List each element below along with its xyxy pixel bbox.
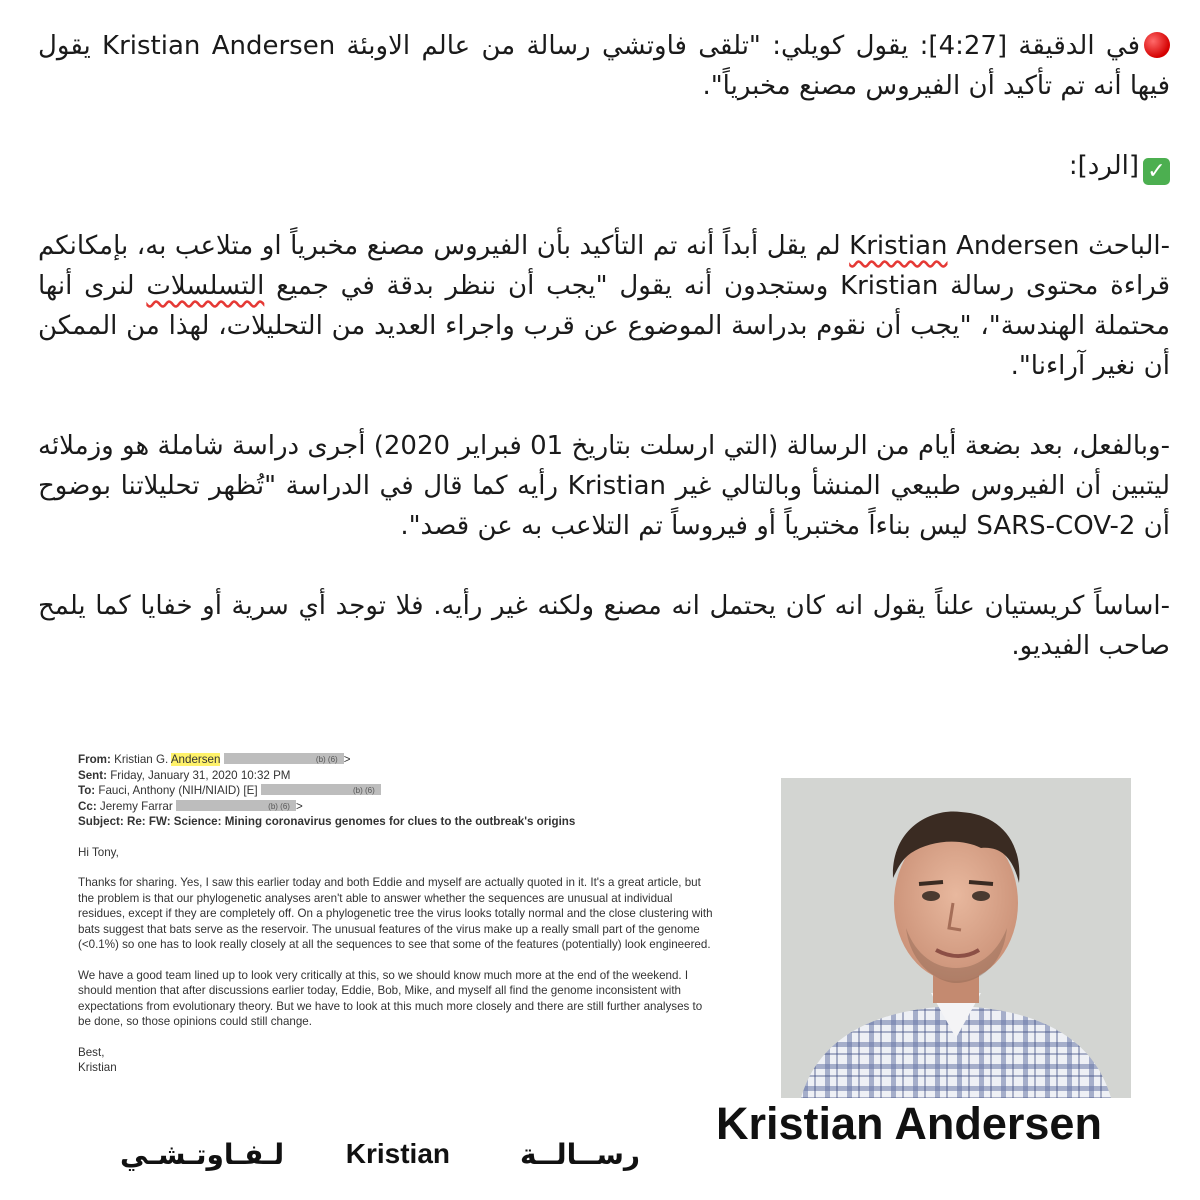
email-to-value: Fauci, Anthony (NIH/NIAID) [E] xyxy=(98,784,258,797)
portrait-illustration xyxy=(781,778,1131,1098)
article xyxy=(38,26,1170,706)
email-body-1: Thanks for sharing. Yes, I saw this earlier today and both Eddie and myself are actually quoted in it. It's a great article, but the problem is that our phylogenetic analyses aren't able to answer whether the sequences are unusual at individual residues, except if they are completely off. On a phylogenetic tree the virus looks totally normal and the close clustering with bats suggest that bats serve as the reservoir. The unusual features of the virus make up a really small part of the genome (<0.1%) so one has to look really closely at all the sequences to see that some of the features (potentially) look engineered. xyxy=(78,876,713,951)
intro-name: Kristian Andersen xyxy=(102,31,336,61)
email-to-row xyxy=(78,783,718,799)
email-sent-label: Sent: xyxy=(78,768,107,782)
email-cc-row: Cc: Jeremy Farrar (b) (6) > xyxy=(78,799,303,813)
footer-word-3: لـفـاوتـشـي xyxy=(120,1138,285,1171)
red-circle-icon xyxy=(1144,32,1170,58)
email-from-name: Kristian G. xyxy=(114,753,169,766)
p1-mid: لم يقل أبداً أنه تم التأكيد بأن الفيروس مصنع مخبرياً او متلاعب به، بإمكانكم قراءة محتوى رسالة Kristian وستجدون أنه يقول "يجب أن ننظر بدقة في جميع xyxy=(38,231,1170,301)
email-subject-value: Re: FW: Science: Mining coronavirus genomes for clues to the outbreak's origins xyxy=(126,815,576,828)
redaction-code: (b) (6) xyxy=(353,786,375,795)
email-subject-label: Subject: xyxy=(78,815,124,828)
email-greeting: Hi Tony, xyxy=(78,845,119,859)
p1-name-first: Kristian xyxy=(849,231,948,261)
email-sent-row xyxy=(78,768,718,784)
p1-end: لنرى أنها محتملة الهندسة"، "يجب أن نقوم بدراسة الموضوع عن قرب واجراء العديد من التحليلات، لهذا من الممكن أن نغير آراءنا". xyxy=(38,271,1170,381)
footer-word-2: Kristian xyxy=(345,1138,450,1169)
p1-prefix: -الباحث xyxy=(1088,231,1170,261)
p1-name-last: Andersen xyxy=(956,231,1080,261)
p1-name xyxy=(849,231,1079,261)
intro-paragraph xyxy=(38,26,1170,106)
redaction-code: (b) (6) xyxy=(268,801,290,811)
email-cc-value: Jeremy Farrar xyxy=(99,799,173,813)
email-cc-label: Cc: xyxy=(78,799,97,813)
check-mark-icon: ✓ xyxy=(1143,158,1170,185)
footer-word-1: رســالــة xyxy=(520,1138,640,1171)
email-to-label: To: xyxy=(78,784,96,797)
email-from-highlight: Andersen xyxy=(170,753,221,766)
redaction-code: (b) (6) xyxy=(315,755,338,764)
reply-heading-row xyxy=(38,146,1170,186)
intro-tail: يقول فيها أنه تم تأكيد أن الفيروس مصنع مخبرياً". xyxy=(38,31,1170,101)
email-from-row: From: Kristian G. Andersen (b) (6) > xyxy=(78,753,351,766)
paragraph-3: -اساساً كريستيان علناً يقول انه كان يحتمل انه مصنع ولكنه غير رأيه. فلا توجد أي سرية أو خفايا كما يلمح صاحب الفيديو. xyxy=(38,591,1170,661)
intro-lead: في الدقيقة [4:27]: يقول كويلي: "تلقى فاوتشي رسالة من عالم الاوبئة xyxy=(346,31,1141,61)
redaction-bar xyxy=(176,800,296,811)
email-subject-row xyxy=(78,814,718,830)
reply-heading: [الرد]: xyxy=(1068,151,1139,181)
email-signoff: Best, xyxy=(78,1045,105,1059)
photo-caption: Kristian Andersen xyxy=(716,1098,1102,1149)
redaction-bar xyxy=(261,784,381,795)
paragraph-2: -وبالفعل، بعد بضعة أيام من الرسالة (التي ارسلت بتاريخ 01 فبراير 2020) أجرى دراسة شاملة هو وزملائه ليتبين أن الفيروس طبيعي المنشأ وبالتالي غير Kristian رأيه كما قال في الدراسة "تُظهر تحليلاتنا بوضوح أن SARS-COV-2 ليس بناءاً مختبرياً أو فيروساً تم التلاعب به عن قصد". xyxy=(38,431,1170,541)
p1-word: التسلسلات xyxy=(146,271,265,301)
email-signature: Kristian xyxy=(78,1061,117,1074)
portrait-photo xyxy=(781,778,1131,1098)
email-sent-value: Friday, January 31, 2020 10:32 PM xyxy=(110,768,291,782)
redaction-bar xyxy=(224,753,344,764)
paragraph-1 xyxy=(38,226,1170,386)
footer-caption xyxy=(120,1138,640,1178)
email-body-2: We have a good team lined up to look very critically at this, so we should know much more at the end of the weekend. I should mention that after discussions earlier today, Eddie, Bob, Mike, and myself all find the genome inconsistent with expectations from evolutionary theory. But we have to look at this much more closely and there are still further analyses to be done, so those opinions could still change. xyxy=(78,968,703,1028)
email-from-label: From: xyxy=(78,753,111,766)
email-screenshot xyxy=(78,752,718,1142)
